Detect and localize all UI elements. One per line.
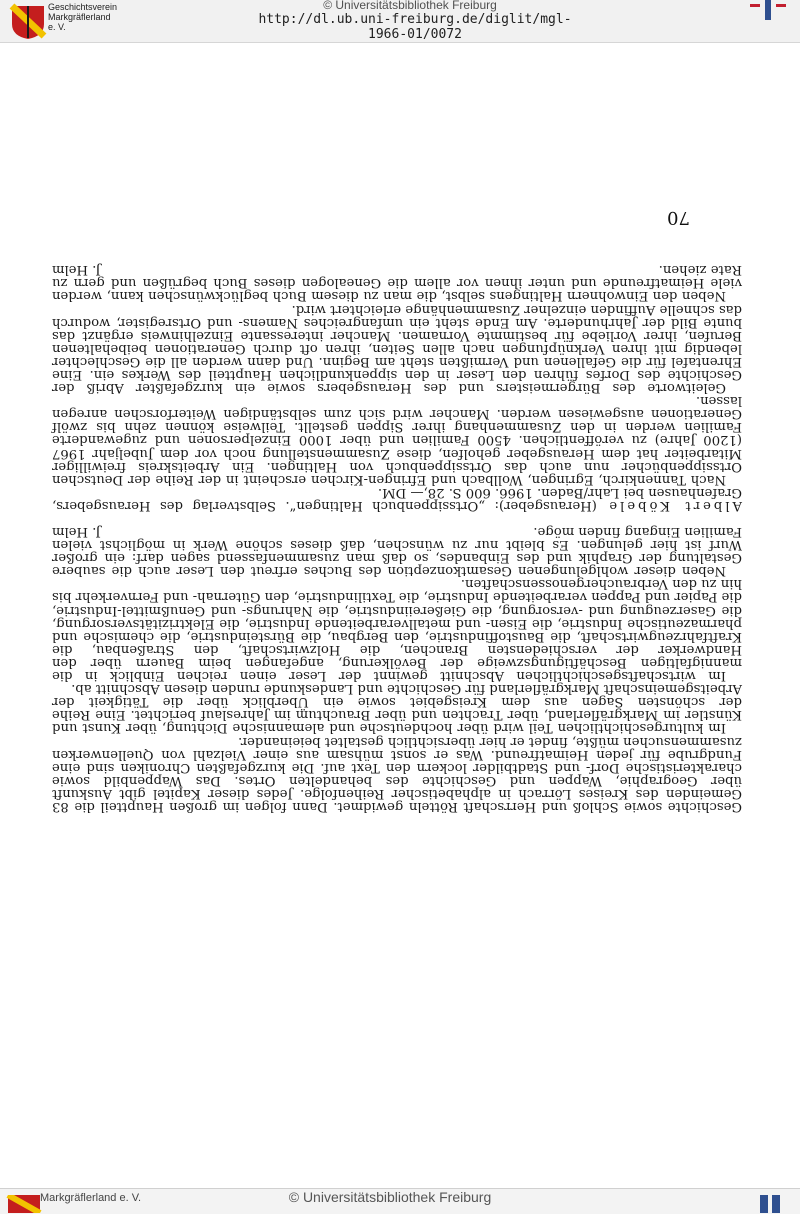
paragraph-with-signature [52, 263, 742, 302]
footer-society: Markgräflerland e. V. [40, 1192, 142, 1204]
signature: J. Helm [52, 262, 101, 278]
society-line-2: Markgräflerland e. V. [48, 12, 111, 32]
footer-copyright: © Universitätsbibliothek Freiburg [288, 1189, 492, 1205]
source-url[interactable]: http://dl.ub.uni-freiburg.de/diglit/mgl-1966-01/0072 [258, 12, 572, 42]
page-number: 70 [667, 207, 690, 228]
paragraph: Im kulturgeschichtlichen Teil wird über hochdeutsche und alemannische Dichtung, über Kunst und Künstler im Markgräflerland, über Trachten und über Brauchtum im Jahreslauf berichtet. Eine Reihe der schönsten Sagen aus dem Kreisgebiet sowie ein Überblick über die Tätigkeit der Arbeitsgemeinschaft Markgräflerland für Geschichte und Landeskunde runden diesen Abschnitt ab. [52, 681, 742, 736]
review-heading [52, 486, 742, 512]
paragraph: Geschichte sowie Schloß und Herrschaft Rötteln gewidmet. Dann folgen im großen Hauptteil die 83 Gemeinden des Kreises Lörrach in alphabetischer Reihenfolge. Jedes dieser Kapitel gibt Auskunft über Geographie, Wappen und Geschichte des behandelten Ortes. Das Wappenbild sowie charakteristische Dorf- und Stadtbilder lockern den Text auf. Die kurzgefaßten Chroniken sind eine Fundgrube für jeden Heimatfreund. Was er sonst mühsam aus einer Vielzahl von Quellenwerken zusammensuchen müßte, findet er hier übersichtlich gestaltet beieinander. [52, 733, 742, 814]
header-copyright: © Universitätsbibliothek Freiburg [323, 0, 497, 12]
society-line-1: Geschichtsverein [48, 2, 118, 12]
paragraph: Geleitworte des Bürgermeisters und des Herausgebers sowie ein kurzgefaßter Abriß der Geschichte des Dorfes führen den Leser in den sippenkundlichen Hauptteil des Werkes ein. Eine Ehrentafel für die Gefallenen und Vermißten steht am Beginn. Und dann werden all die Geschlechter lebendig mit ihren Verknüpfungen nach allen Seiten, ihren oft durch Generationen beibehaltenen Berufen, ihrer Vorliebe für bestimmte Vornamen. Mancher interessante Einzelhinweis ergänzt das bunte Bild der Jahrhunderte. Am Ende steht ein umfangreiches Namens- und Ortsregister, wodurch das schnelle Auffinden einzelner Zusammenhänge erleichtert wird. [52, 301, 742, 396]
paragraph: Im wirtschaftsgeschichtlichen Abschnitt gewinnt der Leser einen reichen Einblick in die mannigfaltigen Beschäftigungszweige der Bevölkerung, angefangen beim Bauern über den Handwerker der verschiedensten Branchen, die Holzwirtschaft, den Straßenbau, die Kraftfahrzeugwirtschaft, die Baustoffindustrie, den Bergbau, die Bürsteindustrie, die chemische und pharmazeutische Industrie, die Eisen- und metallverarbeitende Industrie, die Elektrizitätsversorgung, die Gaserzeugung und -versorgung, die Gießereiindustrie, die Nahrungs- und Genußmittel-Industrie, die Papier und Pappen verarbeitende Industrie, die Textilindustrie, den Güternah- und Fernverkehr bis hin zu den Verbrauchergenossenschaften. [52, 576, 742, 684]
paragraph-text: Neben den Einwohnern Haltingens selbst, die man zu diesem Buch beglückwünschen kann, werden viele Heimatfreunde und unter ihnen vor allem die Genealogen dieses Buch begrüßen und gern zu Rate ziehen. [52, 262, 742, 304]
paragraph-with-signature [52, 525, 742, 577]
page-text [52, 263, 742, 813]
signature: J. Helm [52, 524, 101, 540]
review-author: Albert Köbele [606, 497, 742, 513]
review-citation: (Herausgeber): „Ortssippenbuch Haltingen“. Selbstverlag des Herausgebers, Grafenhausen bei Lahr/Baden. 1966. 600 S. 28,— DM. [52, 484, 742, 513]
paragraph: Nach Tannenkirch, Egringen, Wollbach und Efringen-Kirchen erscheint in der Reihe der Deutschen Ortssippenbücher nun auch das Ortssippenbuch von Haltingen. Ein Arbeitskreis freiwilliger Mitarbeiter hat dem Herausgeber geholfen, diese Zusammenstellung noch vor dem Jubeljahr 1967 (1200 Jahre) zu veröffentlichen. 4500 Familien und über 1000 Einzelpersonen und zugewanderte Familien werden in den Zusammenhang ihrer Sippen gestellt. Teilweise können zehn bis zwölf Generationen ausgewiesen werden. Mancher wird sich zum selbständigen Weiterforschen anregen lassen. [52, 393, 742, 487]
spacer [52, 512, 742, 525]
paragraph-text: Neben dieser wohlgelungenen Gesamtkonzeption des Buches erfreut den Leser auch die saubere Gestaltung der Graphik und des Einbandes, so daß man zusammenfassend sagen darf: ein großer Wurf ist hier gelungen. Es bleibt nur zu wünschen, daß dieses schöne Werk in möglichst vielen Familien Eingang finden möge. [52, 524, 742, 579]
